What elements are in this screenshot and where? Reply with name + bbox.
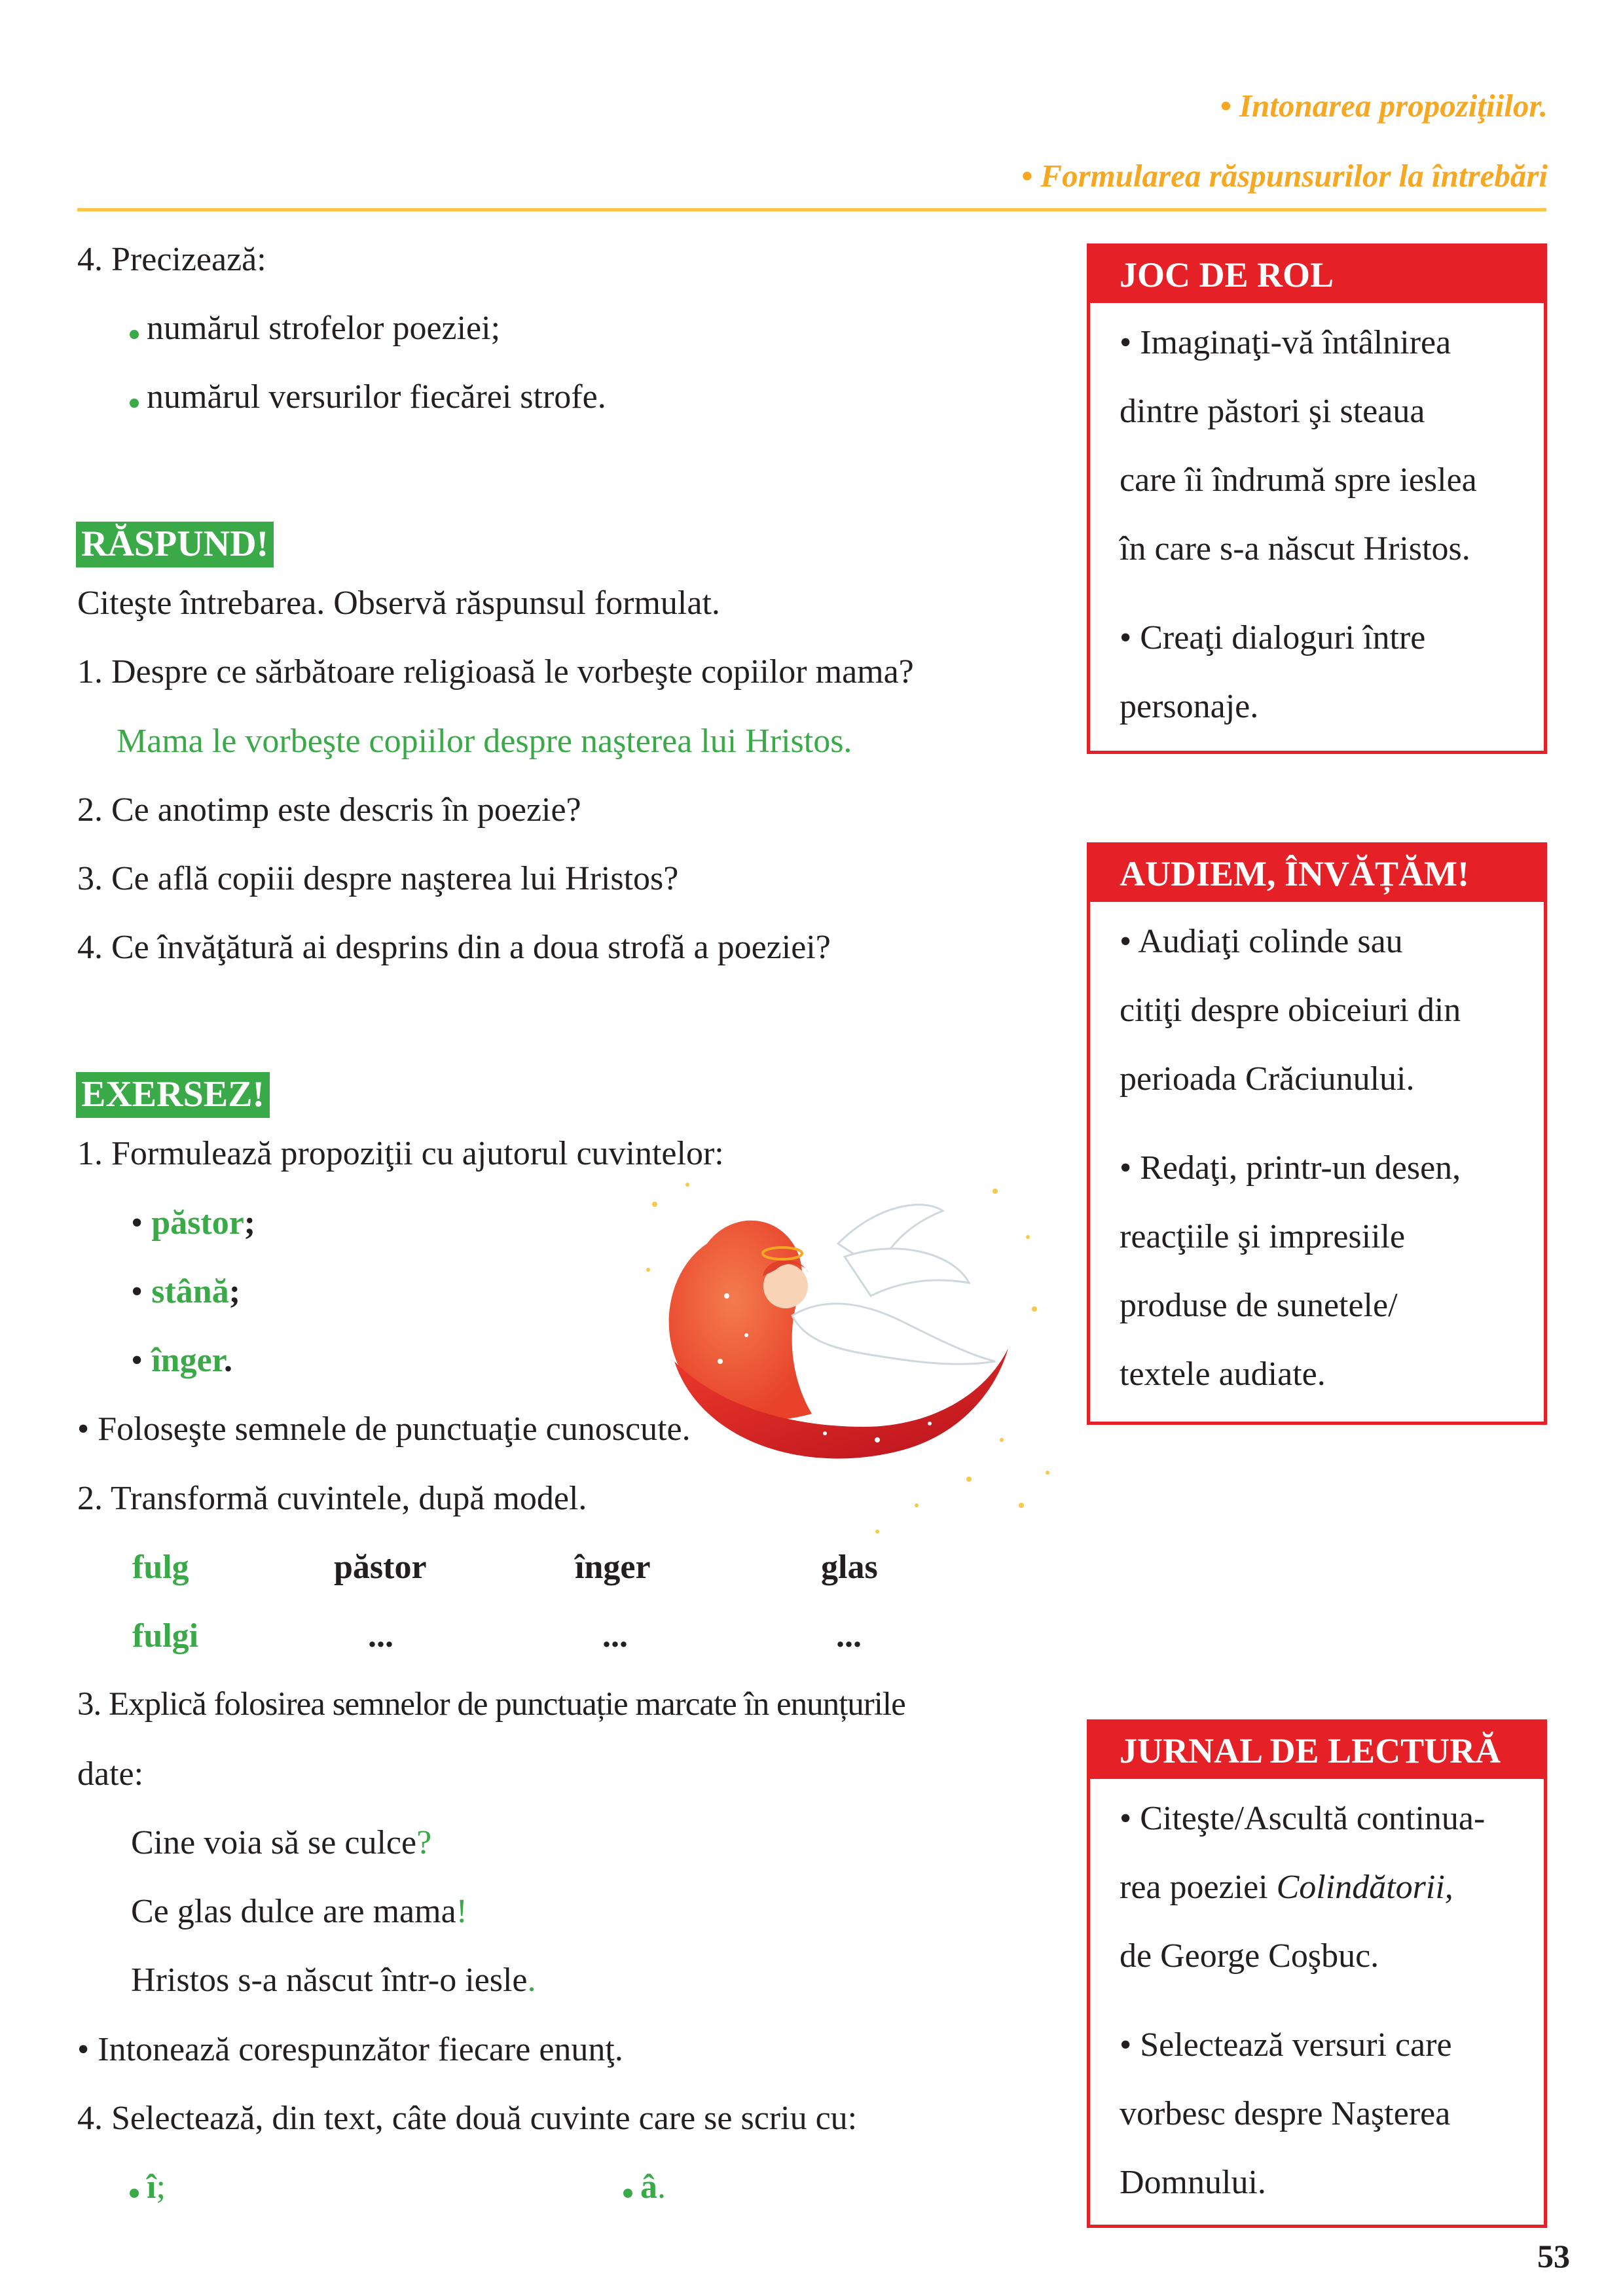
ex4-item-2 bbox=[623, 2170, 666, 2204]
jurnal-line-4: • Selectează versuri care bbox=[1120, 2026, 1452, 2064]
ex3-exclamation-mark: ! bbox=[456, 1893, 467, 1930]
ex1-word-3 bbox=[131, 1344, 232, 1378]
jurnal-line-5: vorbesc despre Naşterea bbox=[1120, 2095, 1451, 2132]
raspund-answer-1: Mama le vorbeşte copiilor despre naşterea lui Hristos. bbox=[117, 723, 852, 760]
jurnal-line-2-text: rea poeziei bbox=[1120, 1869, 1277, 1906]
raspund-question-4: 4. Ce învăţătură ai desprins din a doua strofă a poeziei? bbox=[77, 929, 831, 966]
audiem-invatam-box bbox=[1087, 842, 1547, 1425]
audiem-line-2: citiţi despre obiceiuri din bbox=[1120, 992, 1461, 1029]
jurnal-line-2 bbox=[1120, 1868, 1453, 1907]
ex4-item-1 bbox=[130, 2170, 166, 2204]
header-topic-2: • Formularea răspunsurilor la întrebări bbox=[1021, 158, 1548, 194]
q4-item-1 bbox=[130, 312, 500, 346]
joc-line-4: în care s-a născut Hristos. bbox=[1120, 530, 1470, 567]
ex2-word-inger: înger bbox=[575, 1549, 651, 1586]
punctuation: ; bbox=[228, 1273, 241, 1310]
jurnal-line-6: Domnului. bbox=[1120, 2164, 1266, 2201]
q4-item-2-text: numărul versurilor fiecărei strofe. bbox=[147, 378, 606, 416]
joc-de-rol-box bbox=[1087, 243, 1547, 754]
ex4-letter-i: î bbox=[147, 2168, 156, 2206]
ex2-blank-3: ... bbox=[836, 1617, 862, 1655]
joc-line-1: • Imaginaţi-vă întâlnirea bbox=[1120, 324, 1451, 361]
bullet-dot-icon bbox=[130, 330, 139, 339]
raspund-intro: Citeşte întrebarea. Observă răspunsul formulat. bbox=[77, 584, 720, 622]
ex1-word-1 bbox=[131, 1206, 255, 1240]
audiem-line-4: • Redaţi, printr-un desen, bbox=[1120, 1149, 1461, 1187]
ex3-question-mark: ? bbox=[416, 1824, 432, 1861]
ex3-sentence-1 bbox=[131, 1826, 431, 1860]
ex1-word-1-text: păstor bbox=[151, 1204, 244, 1242]
audiem-line-6: produse de sunetele/ bbox=[1120, 1287, 1398, 1324]
ex1-word-3-text: înger bbox=[151, 1342, 224, 1379]
bullet-dot-icon bbox=[130, 2189, 139, 2198]
bullet: • bbox=[131, 1204, 152, 1242]
header-topic-1: • Intonarea propoziţiilor. bbox=[1220, 88, 1548, 124]
ex3-period-mark: . bbox=[527, 1962, 536, 1999]
joc-line-5: • Creaţi dialoguri între bbox=[1120, 619, 1426, 656]
punctuation: . bbox=[657, 2168, 666, 2206]
ex3-sentence-2-text: Ce glas dulce are mama bbox=[131, 1893, 456, 1930]
punctuation: ; bbox=[156, 2168, 166, 2206]
ex2-model-plural: fulgi bbox=[132, 1617, 199, 1655]
audiem-line-7: textele audiate. bbox=[1120, 1355, 1326, 1393]
ex3-note: • Intonează corespunzător fiecare enunţ. bbox=[77, 2031, 623, 2068]
audiem-line-1: • Audiaţi colinde sau bbox=[1120, 923, 1403, 960]
punctuation: ; bbox=[244, 1204, 256, 1242]
joc-line-2: dintre păstori şi steaua bbox=[1120, 393, 1425, 430]
q4-item-1-text: numărul strofelor poeziei; bbox=[147, 310, 501, 347]
ex3-title-cont: date: bbox=[77, 1755, 144, 1793]
joc-line-3: care îi îndrumă spre ieslea bbox=[1120, 461, 1477, 499]
ex2-blank-2: ... bbox=[602, 1617, 628, 1655]
ex1-word-2 bbox=[131, 1275, 240, 1309]
raspund-tag: RĂSPUND! bbox=[76, 522, 274, 567]
jurnal-line-1: • Citeşte/Ascultă continua- bbox=[1120, 1800, 1486, 1837]
punctuation: . bbox=[223, 1342, 232, 1379]
ex3-sentence-2 bbox=[131, 1895, 467, 1929]
bullet-dot-icon bbox=[623, 2189, 632, 2198]
ex2-blank-1: ... bbox=[368, 1617, 393, 1655]
joc-de-rol-title: JOC DE ROL bbox=[1090, 247, 1544, 303]
jurnal-de-lectura-title: JURNAL DE LECTURĂ bbox=[1090, 1723, 1544, 1779]
bullet: • bbox=[131, 1342, 152, 1379]
ex2-word-glas: glas bbox=[821, 1549, 878, 1586]
raspund-question-2: 2. Ce anotimp este descris în poezie? bbox=[77, 791, 581, 829]
audiem-invatam-title: AUDIEM, ÎNVĂȚĂM! bbox=[1090, 846, 1544, 902]
ex4-title: 4. Selectează, din text, câte două cuvinte care se scriu cu: bbox=[77, 2100, 858, 2137]
ex2-model-word: fulg bbox=[132, 1549, 189, 1586]
ex2-title: 2. Transformă cuvintele, după model. bbox=[77, 1480, 587, 1517]
ex3-title: 3. Explică folosirea semnelor de punctuație marcate în enunțurile bbox=[77, 1686, 905, 1723]
audiem-line-3: perioada Crăciunului. bbox=[1120, 1060, 1415, 1098]
audiem-line-5: reacţiile şi impresiile bbox=[1120, 1218, 1406, 1255]
ex1-word-2-text: stână bbox=[151, 1273, 229, 1310]
raspund-question-1: 1. Despre ce sărbătoare religioasă le vorbeşte copiilor mama? bbox=[77, 653, 914, 691]
ex1-title: 1. Formulează propoziţii cu ajutorul cuvintelor: bbox=[77, 1135, 724, 1172]
page-number: 53 bbox=[1537, 2238, 1570, 2274]
ex1-note: • Foloseşte semnele de punctuaţie cunoscute. bbox=[77, 1410, 691, 1448]
angel-on-crescent-moon-icon bbox=[629, 1165, 1061, 1545]
bullet: • bbox=[131, 1273, 152, 1310]
jurnal-de-lectura-box bbox=[1087, 1719, 1547, 2228]
ex4-letter-a: â bbox=[640, 2168, 657, 2206]
exersez-tag: EXERSEZ! bbox=[76, 1072, 270, 1118]
ex3-sentence-1-text: Cine voia să se culce bbox=[131, 1824, 417, 1861]
header-divider bbox=[77, 208, 1546, 211]
ex3-sentence-3 bbox=[131, 1964, 536, 1998]
poem-title: Colindătorii, bbox=[1276, 1869, 1453, 1906]
jurnal-line-3: de George Coşbuc. bbox=[1120, 1937, 1379, 1975]
ex3-sentence-3-text: Hristos s-a născut într-o iesle bbox=[131, 1962, 528, 1999]
q4-item-2 bbox=[130, 380, 606, 414]
joc-line-6: personaje. bbox=[1120, 688, 1259, 725]
raspund-question-3: 3. Ce află copiii despre naşterea lui Hristos? bbox=[77, 860, 679, 897]
ex2-word-pastor: păstor bbox=[334, 1549, 427, 1586]
q4-title: 4. Precizează: bbox=[77, 241, 266, 278]
bullet-dot-icon bbox=[130, 399, 139, 408]
